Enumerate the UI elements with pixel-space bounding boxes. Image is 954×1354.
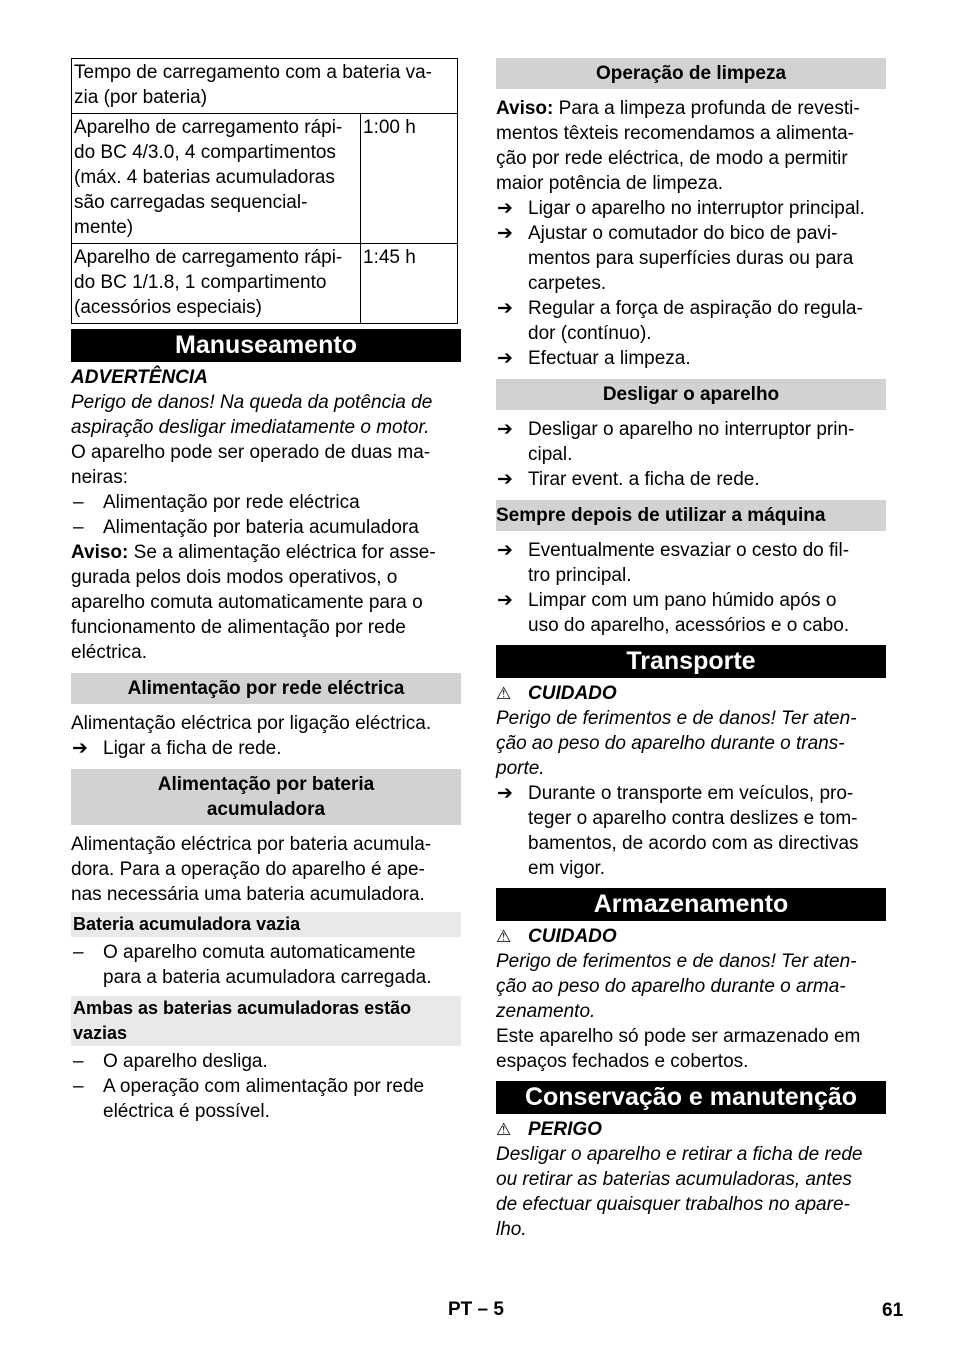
list-item: – A operação com alimentação por rede eléctrica é possível. (73, 1076, 425, 1122)
arrow-icon: ➔ (497, 540, 513, 561)
page-number: 61 (882, 1300, 904, 1321)
arrow-icon: ➔ (497, 198, 513, 219)
list-item: – Alimentação por bateria acumuladora (73, 517, 419, 538)
warning-text: Desligar o aparelho e retirar a ficha de rede ou retirar as baterias acumuladoras, antes de efectuar quaisquer trabalhos no apare- lho. (496, 1144, 863, 1240)
section-title-armazenamento: Armazenamento (496, 888, 886, 921)
step-item: ➔ Durante o transporte em veículos, pro- teger o aparelho contra deslizes e tom- bamentos, de acordo com as directivas em vigor. (497, 783, 859, 879)
warning-icon: ⚠ (496, 1120, 512, 1139)
step-item: ➔ Limpar com um pano húmido após o uso do aparelho, acessórios e o cabo. (497, 590, 850, 636)
warning-text: Perigo de ferimentos e de danos! Ter aten- ção ao peso do aparelho durante o arma- zenamento. (496, 951, 857, 1022)
dash-mark: – (73, 1051, 84, 1072)
warning-title: ADVERTÊNCIA (71, 367, 208, 388)
warning-header: ⚠ CUIDADO (496, 683, 617, 704)
step-item: ➔ Ligar o aparelho no interruptor principal. (497, 198, 865, 219)
table-header-cell: Tempo de carregamento com a bateria va- zia (por bateria) (72, 59, 458, 114)
footer-section-label: PT – 5 (448, 1299, 504, 1320)
section-title-conservacao: Conservação e manutenção (496, 1081, 886, 1114)
arrow-icon: ➔ (497, 590, 513, 611)
warning-header: ⚠ PERIGO (496, 1119, 602, 1140)
bateria-text: Alimentação eléctrica por bateria acumula- dora. Para a operação do aparelho é ape- nas necessária uma bateria acumuladora. (71, 834, 432, 905)
step-item: ➔ Ligar a ficha de rede. (72, 738, 282, 759)
table-cell-device: Aparelho de carregamento rápi- do BC 1/1.8, 1 compartimento (acessórios especiais) (72, 244, 361, 324)
step-item: ➔ Desligar o aparelho no interruptor prin- cipal. (497, 419, 855, 465)
table-cell-time: 1:00 h (361, 114, 458, 244)
list-item: – O aparelho comuta automaticamente para a bateria acumuladora carregada. (73, 942, 432, 988)
dash-mark: – (73, 492, 84, 513)
step-item: ➔ Eventualmente esvaziar o cesto do fil- tro principal. (497, 540, 850, 586)
dash-mark: – (73, 1076, 84, 1097)
charging-time-table (71, 58, 458, 324)
rede-text: Alimentação eléctrica por ligação eléctrica. (71, 713, 432, 734)
right-column (496, 58, 886, 1242)
warning-header: ⚠ CUIDADO (496, 926, 617, 947)
subsection-title-depois: Sempre depois de utilizar a máquina (496, 500, 886, 531)
note-paragraph: Aviso: Se a alimentação eléctrica for asse- gurada pelos dois modos operativos, o aparelho comuta automaticamente para o funcionamento de alimentação por rede eléctrica. (71, 542, 436, 663)
table-header-row (72, 59, 458, 114)
list-item: – Alimentação por rede eléctrica (73, 492, 360, 513)
arrow-icon: ➔ (497, 469, 513, 490)
subsection-title-limpeza: Operação de limpeza (496, 58, 886, 89)
arrow-icon: ➔ (497, 419, 513, 440)
subsection-title-bateria-vazia: Bateria acumuladora vazia (71, 912, 461, 937)
step-item: ➔ Regular a força de aspiração do regula- dor (contínuo). (497, 298, 863, 344)
warning-icon: ⚠ (496, 927, 512, 946)
arrow-icon: ➔ (72, 738, 88, 759)
arrow-icon: ➔ (497, 348, 513, 369)
warning-text: Perigo de ferimentos e de danos! Ter aten- ção ao peso do aparelho durante o trans- porte. (496, 708, 857, 779)
subsection-title-ambas-vazias: Ambas as baterias acumuladoras estão vazias (71, 996, 461, 1046)
step-item: ➔ Ajustar o comutador do bico de pavi- mentos para superfícies duras ou para carpetes. (497, 223, 854, 294)
left-column (71, 58, 461, 1124)
table-cell-device: Aparelho de carregamento rápi- do BC 4/3.0, 4 compartimentos (máx. 4 baterias acumuladoras são carregadas sequencial- mente) (72, 114, 361, 244)
arrow-icon: ➔ (497, 783, 513, 804)
intro-text: O aparelho pode ser operado de duas ma- neiras: (71, 442, 431, 488)
step-item: ➔ Efectuar a limpeza. (497, 348, 691, 369)
warning-icon: ⚠ (496, 684, 512, 703)
arrow-icon: ➔ (497, 298, 513, 319)
storage-text: Este aparelho só pode ser armazenado em espaços fechados e cobertos. (496, 1026, 861, 1072)
table-row (72, 114, 458, 244)
note-paragraph: Aviso: Para a limpeza profunda de revesti- mentos têxteis recomendamos a alimenta- ção por rede eléctrica, de modo a permitir maior potência de limpeza. (496, 98, 860, 194)
section-title-transporte: Transporte (496, 645, 886, 678)
subsection-title-desligar: Desligar o aparelho (496, 379, 886, 410)
subsection-title-rede: Alimentação por rede eléctrica (71, 673, 461, 704)
section-title-manuseamento: Manuseamento (71, 329, 461, 362)
warning-text: Perigo de danos! Na queda da potência de aspiração desligar imediatamente o motor. (71, 392, 433, 438)
arrow-icon: ➔ (497, 223, 513, 244)
step-item: ➔ Tirar event. a ficha de rede. (497, 469, 760, 490)
table-row (72, 244, 458, 324)
dash-mark: – (73, 942, 84, 963)
subsection-title-bateria: Alimentação por bateria acumuladora (71, 769, 461, 825)
list-item: – O aparelho desliga. (73, 1051, 268, 1072)
dash-mark: – (73, 517, 84, 538)
table-cell-time: 1:45 h (361, 244, 458, 324)
